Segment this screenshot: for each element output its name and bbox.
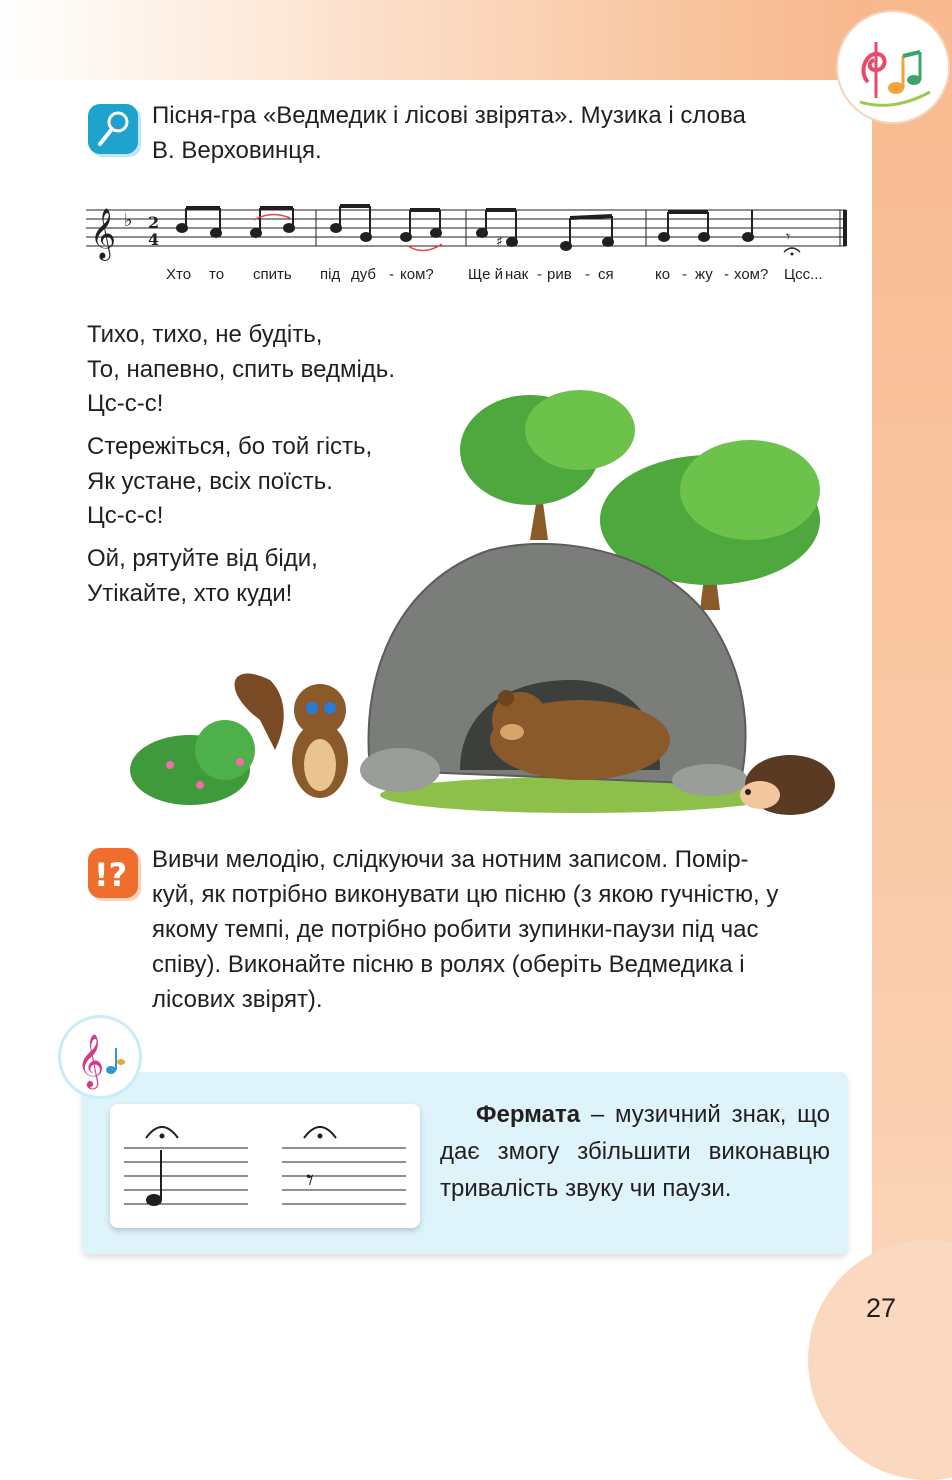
lyric-syllable: дуб [351,266,377,283]
svg-text:𝄞: 𝄞 [77,1033,105,1087]
lyric-syllable: під [320,266,341,283]
lyric-syllable: ком? [400,266,434,283]
lyric-syllable: Хто [166,266,192,283]
fermata-definition-text: – музичний знак, що дає змогу збільшити виконавцю тривалість звуку чи паузи. [440,1101,830,1202]
verse-line: Як устане, всіх поїсть. [87,467,333,495]
lyric-syllable: спить [253,266,292,283]
lyric-syllable: - [724,266,729,283]
verse-line: Стережіться, бо той гість, [87,433,373,460]
bush-illustration [130,720,255,805]
svg-text:𝄾: 𝄾 [786,227,791,246]
music-notes-badge-icon [836,10,950,124]
lyric-syllable: нак [505,266,529,283]
small-rock [360,748,440,792]
right-decor-band [872,0,952,1394]
lyric-syllable: хом? [734,266,769,283]
lyric-syllable: ся [598,266,614,283]
lyric-syllable: Цсс... [784,266,823,283]
svg-text:𝄾: 𝄾 [306,1163,314,1198]
task-text [152,842,852,1017]
lyric-syllable: ко [655,266,671,283]
lyric-syllable: - [585,266,590,283]
song-title-line1: Пісня-гра «Ведмедик і лісові звірята». Музика і слова [152,102,746,129]
verse-line: Утікайте, хто куди! [87,579,293,607]
lyric-syllable: Ще й [468,266,503,283]
lyric-syllable: - [682,266,687,283]
verse-line: Цс-с-с! [87,502,164,529]
treble-clef-notes-icon [58,1015,142,1099]
task-line: Вивчи мелодію, слідкуючи за нотним записом. Помір- [152,846,749,873]
verse-line: Цс-с-с! [87,390,164,417]
forest-cave-illustration [110,390,855,820]
microphone-icon [88,104,138,154]
fermata-term: Фермата [476,1101,581,1128]
verse-line: Тихо, тихо, не будіть, [87,321,323,348]
lyric-syllable: - [537,266,542,283]
song-title [152,98,852,168]
svg-text:𝄞: 𝄞 [90,208,117,259]
lyric-syllable: рив [547,266,572,283]
task-line: співу). Виконайте пісню в ролях (оберіть Ведмедика і [152,951,745,978]
verse-line: То, напевно, спить ведмідь. [87,355,395,383]
verse-line: Ой, рятуйте від біди, [87,545,318,572]
hedgehog-illustration [740,755,835,815]
task-line: лісових звірят). [152,986,323,1013]
song-title-line2: В. Верховинця. [152,137,322,164]
svg-text:♭: ♭ [124,210,133,231]
svg-text:2: 2 [148,213,160,232]
task-line: куй, як потрібно виконувати цю пісню (з якою гучністю, у [152,881,779,908]
fermata-examples-card [110,1104,420,1228]
sheet-music [86,198,850,298]
page-number: 27 [866,1293,897,1323]
task-line: якому темпі, де потрібно робити зупинки-паузи під час [152,916,759,943]
lyric-syllable: то [209,266,225,283]
question-exclamation-icon [88,848,138,898]
top-decor-band [0,0,952,80]
svg-text:4: 4 [148,230,160,249]
svg-text:!?: !? [94,856,128,894]
squirrel-illustration [235,674,348,798]
small-rock [672,764,748,796]
svg-text:♯: ♯ [496,234,503,250]
fermata-definition [440,1096,830,1207]
lyric-syllable: жу [695,266,713,283]
fermata-staff-examples [110,1104,420,1228]
lyric-syllable: - [389,266,394,283]
